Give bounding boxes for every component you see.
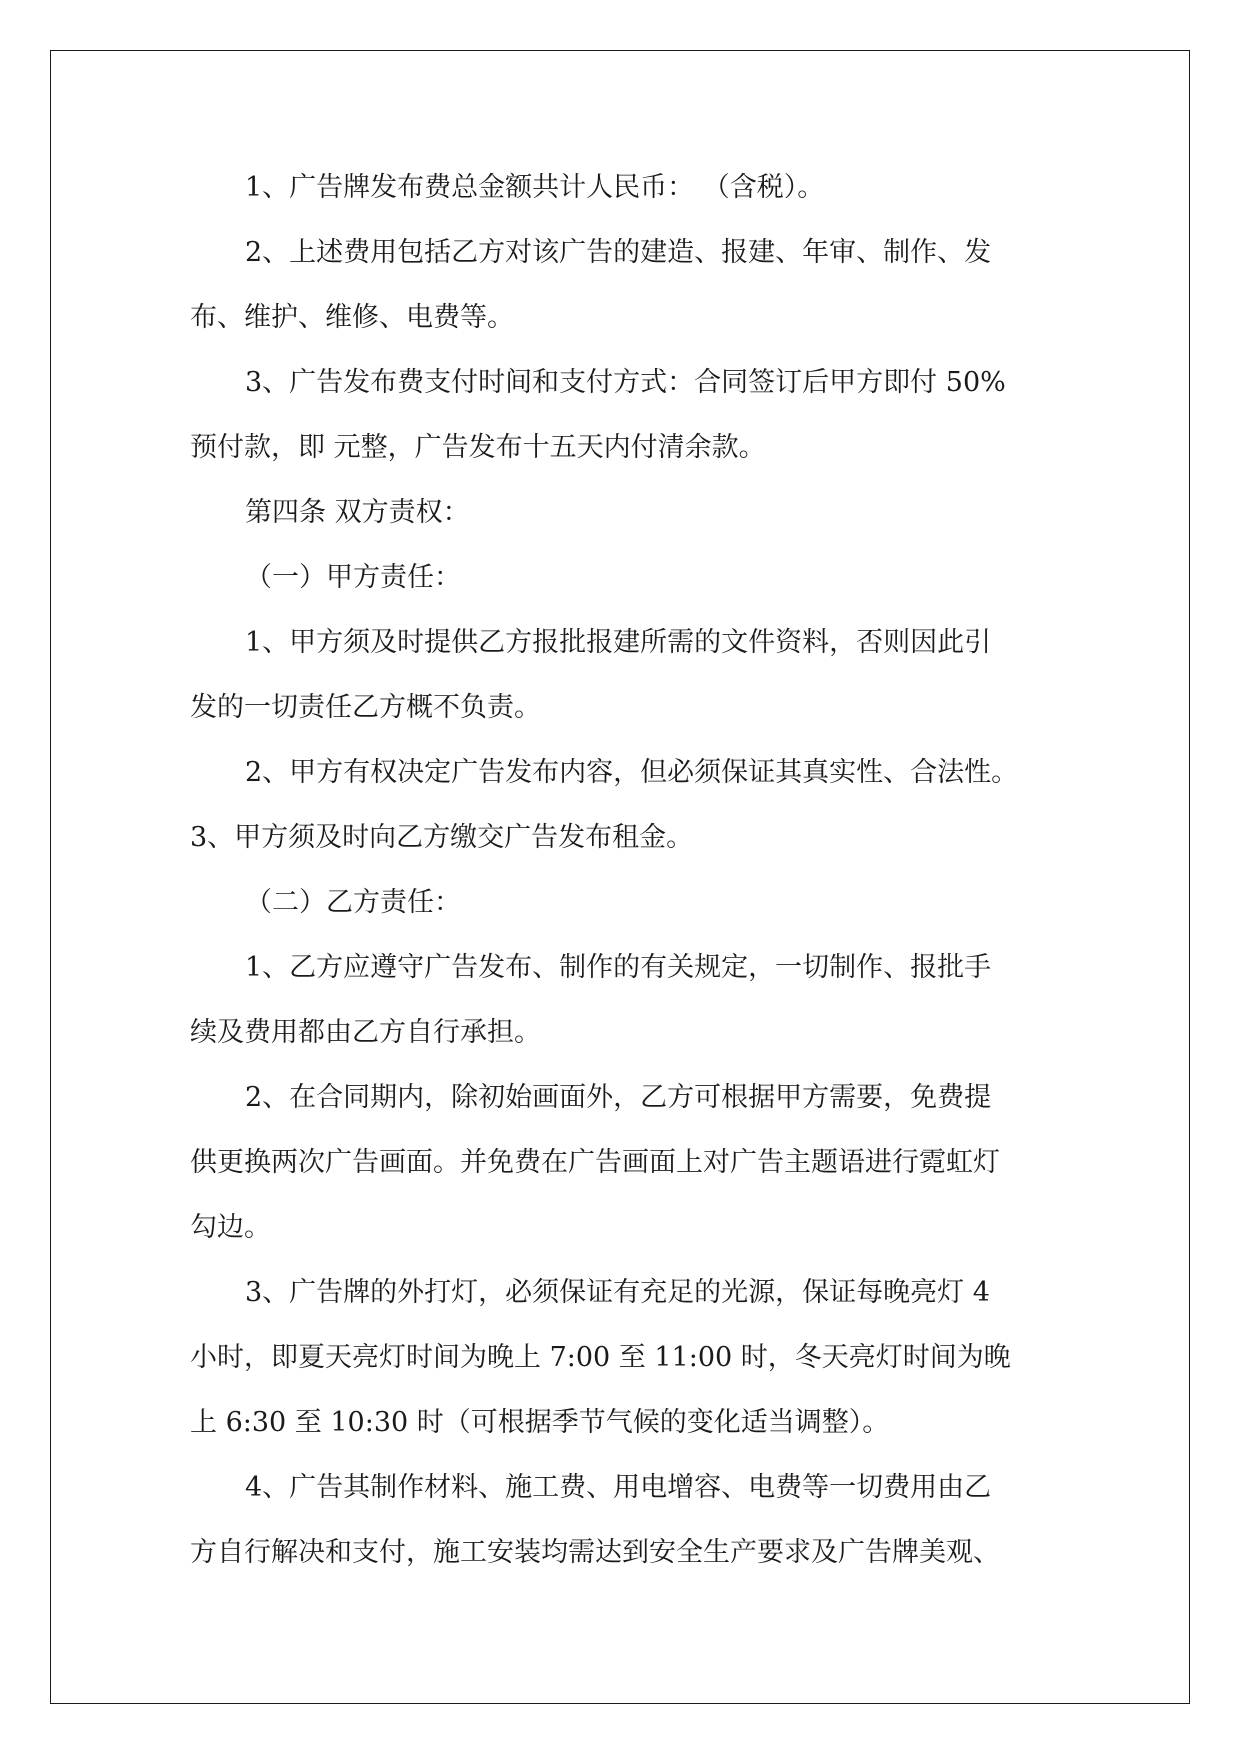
paragraph-line: 1、甲方须及时提供乙方报批报建所需的文件资料，否则因此引 [245,627,992,658]
paragraph-line: 1、广告牌发布费总金额共计人民币： （含税）。 [245,172,825,203]
paragraph-line: 2、上述费用包括乙方对该广告的建造、报建、年审、制作、发 [245,237,992,268]
paragraph-line: 布、维护、维修、电费等。 [190,302,514,333]
paragraph-line: 1、乙方应遵守广告发布、制作的有关规定，一切制作、报批手 [245,952,992,983]
paragraph-line: 4、广告其制作材料、施工费、用电增容、电费等一切费用由乙 [245,1472,992,1503]
paragraph-line: 小时，即夏天亮灯时间为晚上 7:00 至 11:00 时，冬天亮灯时间为晚 [190,1342,1011,1373]
section-heading: 第四条 双方责权： [245,497,470,528]
paragraph-line: 预付款，即 元整，广告发布十五天内付清余款。 [190,432,766,463]
document-body [190,155,1060,1585]
paragraph-line: 供更换两次广告画面。并免费在广告画面上对广告主题语进行霓虹灯 [190,1147,1000,1178]
paragraph-line: 3、广告发布费支付时间和支付方式：合同签订后甲方即付 50% [245,367,1006,398]
paragraph-line: 3、广告牌的外打灯，必须保证有充足的光源，保证每晚亮灯 4 [245,1277,990,1308]
paragraph-line: 2、在合同期内，除初始画面外，乙方可根据甲方需要，免费提 [245,1082,992,1113]
paragraph-line: 上 6:30 至 10:30 时（可根据季节气候的变化适当调整）。 [190,1407,890,1438]
paragraph-line: 续及费用都由乙方自行承担。 [190,1017,541,1048]
subsection-heading: （二）乙方责任： [245,887,461,918]
paragraph-line: 勾边。 [190,1212,271,1243]
paragraph-line: 方自行解决和支付，施工安装均需达到安全生产要求及广告牌美观、 [190,1537,1000,1568]
subsection-heading: （一）甲方责任： [245,562,461,593]
paragraph-line: 3、甲方须及时向乙方缴交广告发布租金。 [190,822,694,853]
paragraph-line: 发的一切责任乙方概不负责。 [190,692,541,723]
paragraph-line: 2、甲方有权决定广告发布内容，但必须保证其真实性、合法性。 [245,757,1019,788]
